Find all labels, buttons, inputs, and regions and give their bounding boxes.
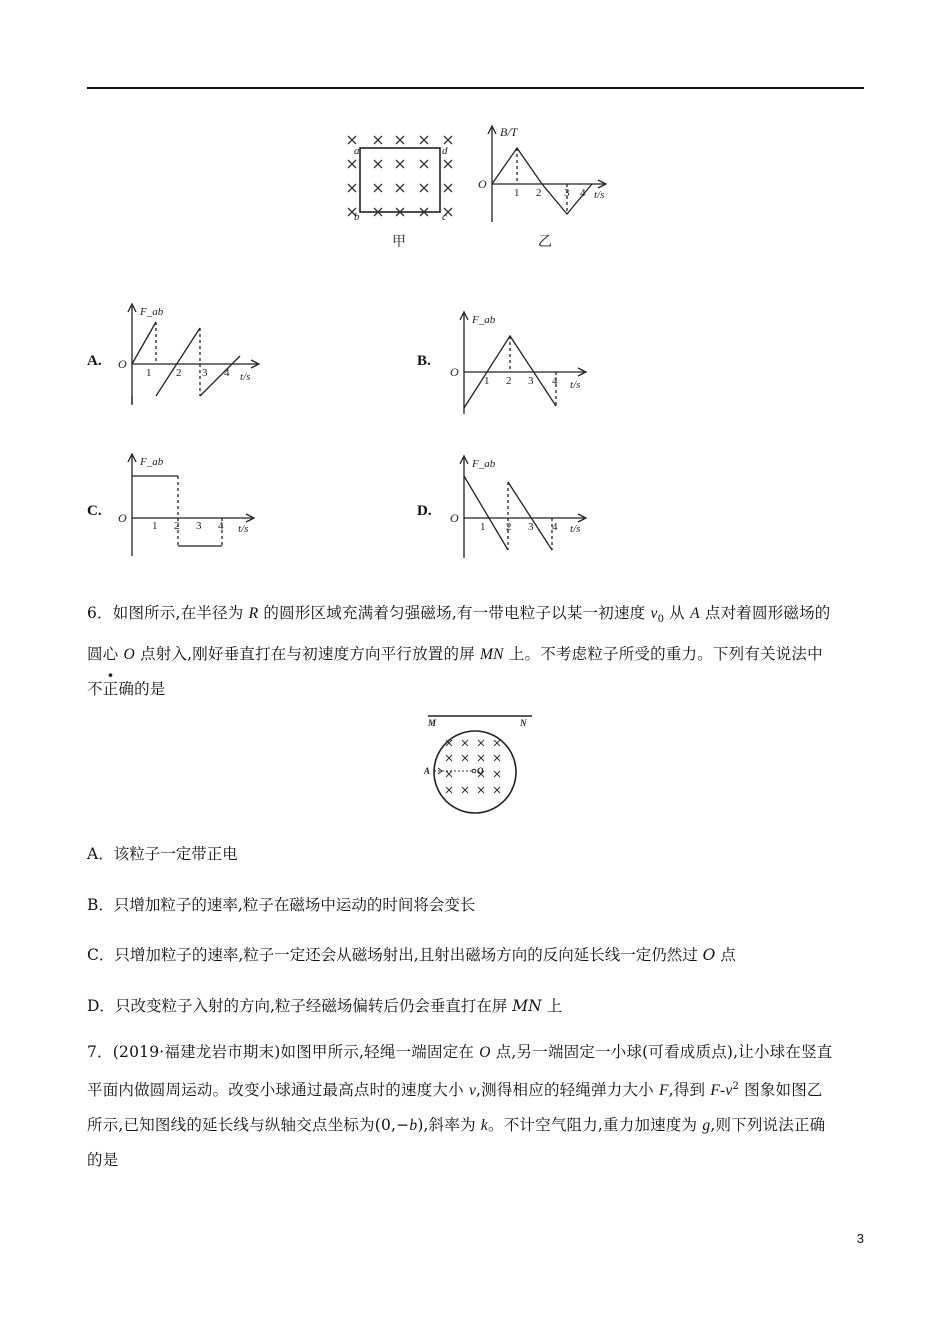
- q6-field-crosses: [446, 740, 500, 793]
- a-ylabel: F_ab: [140, 306, 164, 318]
- option-d-graph: [444, 452, 604, 562]
- a-tick-3: 3: [202, 367, 208, 379]
- b-tick-3: 3: [528, 375, 534, 387]
- q6-line-1: 6．如图所示,在半径为 R 的圆形区域充满着匀强磁场,有一带电粒子以某一初速度 $v_0$ 从 A 点对着圆形磁场的: [87, 604, 831, 626]
- field-cross: [396, 160, 404, 168]
- option-c-label: C.: [87, 503, 102, 519]
- c-tick-1: 1: [152, 520, 158, 532]
- yi-tick-1: 1: [514, 187, 520, 199]
- option-a-graph: [112, 300, 272, 415]
- c-ylabel: F_ab: [140, 456, 164, 468]
- q6-option-d: D．只改变粒子入射的方向,粒子经磁场偏转后仍会垂直打在屏 MN 上: [87, 997, 563, 1015]
- yi-xlabel: t/s: [594, 189, 605, 201]
- option-b-label: B.: [417, 353, 431, 369]
- field-cross: [420, 160, 428, 168]
- field-cross: [444, 160, 452, 168]
- yi-tick-3: 3: [564, 187, 570, 199]
- option-c-graph: [112, 450, 272, 560]
- corner-b: b: [354, 211, 360, 223]
- yi-origin: O: [478, 177, 487, 191]
- field-cross: [348, 184, 356, 192]
- field-cross: [374, 160, 382, 168]
- d-tick-4: 4: [552, 521, 558, 533]
- yi-tick-4: 4: [580, 187, 586, 199]
- label-yi: 乙: [538, 235, 552, 250]
- b-tick-1: 1: [484, 375, 490, 387]
- corner-a: a: [354, 145, 360, 157]
- b-curve: [492, 148, 592, 214]
- c-xlabel: t/s: [238, 523, 249, 535]
- b-origin: O: [450, 365, 459, 379]
- loop-rectangle: [360, 148, 440, 212]
- a-tick-4: 4: [224, 367, 230, 379]
- a-xlabel: t/s: [240, 371, 251, 383]
- question-6-stem: [87, 596, 867, 706]
- figure-jia: [338, 128, 468, 258]
- field-cross: [420, 136, 428, 144]
- c-tick-4: 4: [218, 520, 224, 532]
- d-tick-1: 1: [480, 521, 486, 533]
- corner-d: d: [442, 145, 448, 157]
- q6-option-a: A．该粒子一定带正电: [87, 845, 238, 863]
- b-ylabel: F_ab: [472, 314, 496, 326]
- option-d-label: D.: [417, 503, 432, 519]
- option-b-graph: [444, 308, 604, 423]
- field-cross: [444, 184, 452, 192]
- emphasis-not-correct: 不正确: [87, 680, 135, 699]
- q7-line-2: 平面内做圆周运动。改变小球通过最高点时的速度大小 v,测得相应的轻绳弹力大小 F,得到 $F-v^2$ 图象如图乙: [87, 1081, 823, 1100]
- d-tick-2: 2: [506, 521, 512, 533]
- corner-c: c: [442, 211, 447, 223]
- b-xlabel: t/s: [570, 379, 581, 391]
- figure-yi: [472, 122, 622, 252]
- yi-ylabel: B/T: [500, 125, 518, 139]
- c-tick-3: 3: [196, 520, 202, 532]
- label-jia: 甲: [392, 235, 406, 250]
- a-tick-2: 2: [176, 367, 182, 379]
- field-cross: [348, 160, 356, 168]
- field-cross: [374, 184, 382, 192]
- d-tick-3: 3: [528, 521, 534, 533]
- c-tick-2: 2: [174, 520, 180, 532]
- d-ylabel: F_ab: [472, 458, 496, 470]
- label-o-center: O: [477, 766, 484, 776]
- field-cross: [420, 184, 428, 192]
- field-cross: [444, 136, 452, 144]
- option-a-label: A.: [87, 353, 102, 369]
- d-xlabel: t/s: [570, 523, 581, 535]
- q7-line-1: 7．(2019·福建龙岩市期末)如图甲所示,轻绳一端固定在 O 点,另一端固定一小球(可看成质点),让小球在竖直: [87, 1043, 833, 1061]
- d-origin: O: [450, 511, 459, 525]
- yi-tick-2: 2: [536, 187, 542, 199]
- b-tick-4: 4: [552, 375, 558, 387]
- field-cross: [396, 184, 404, 192]
- label-n: N: [520, 718, 527, 728]
- q6-line-3: 不正确的是: [87, 680, 166, 699]
- q6-line-2: 圆心 O 点射入,刚好垂直打在与初速度方向平行放置的屏 MN 上。不考虑粒子所受的重力。下列有关说法中: [87, 645, 823, 664]
- q6-option-c: C．只增加粒子的速率,粒子一定还会从磁场射出,且射出磁场方向的反向延长线一定仍然过 O 点: [87, 946, 736, 964]
- label-a-point: A: [424, 766, 431, 776]
- c-origin: O: [118, 511, 127, 525]
- question-7-stem: [87, 1035, 867, 1177]
- label-m: M: [428, 718, 437, 728]
- field-cross: [396, 136, 404, 144]
- field-cross: [374, 136, 382, 144]
- page-number: 3: [856, 1231, 864, 1246]
- q6-option-b: B．只增加粒子的速率,粒子在磁场中运动的时间将会变长: [87, 896, 476, 914]
- header-rule: [87, 87, 864, 89]
- a-tick-1: 1: [146, 367, 152, 379]
- field-cross: [348, 136, 356, 144]
- b-tick-2: 2: [506, 375, 512, 387]
- q7-line-4: 的是: [87, 1151, 119, 1170]
- q7-line-3: 所示,已知图线的延长线与纵轴交点坐标为(0,−b),斜率为 k。不计空气阻力,重力加速度为 g,则下列说法正确: [87, 1116, 826, 1135]
- q6-figure: [420, 710, 540, 815]
- a-origin: O: [118, 357, 127, 371]
